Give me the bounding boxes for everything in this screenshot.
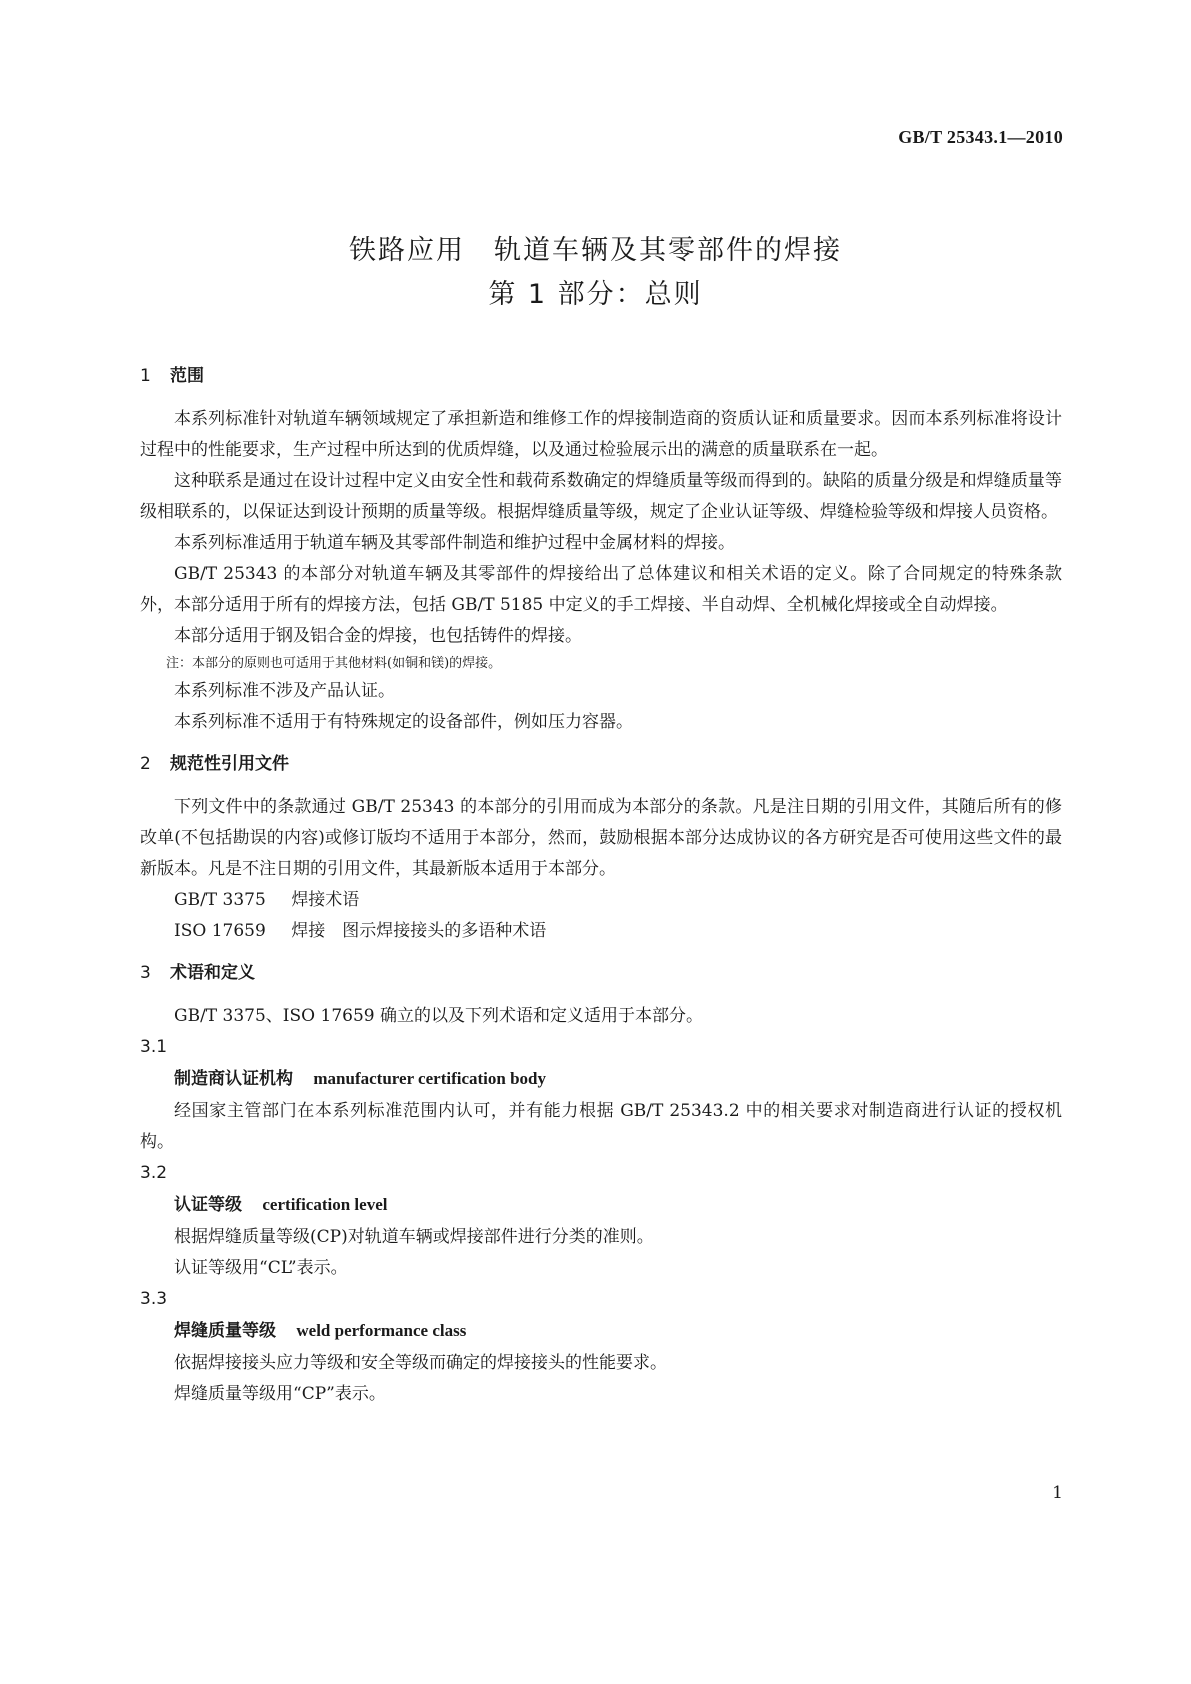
term-number: 3.1: [140, 1037, 168, 1057]
document-subtitle: 第 1 部分：总则: [488, 279, 703, 310]
term-heading: [140, 1188, 1062, 1222]
term-chinese: 认证等级: [174, 1195, 242, 1215]
term-number: 3.2: [140, 1163, 168, 1183]
reference-code: ISO 17659: [174, 921, 266, 941]
paragraph: 本系列标准适用于轨道车辆及其零部件制造和维护过程中金属材料的焊接。: [174, 533, 735, 553]
section-title: 规范性引用文件: [170, 754, 289, 774]
reference-title: 焊接 图示焊接接头的多语种术语: [291, 921, 547, 941]
page-number: 1: [1052, 1483, 1063, 1503]
term-number: 3.3: [140, 1289, 168, 1309]
note: 注：本部分的原则也可适用于其他材料(如铜和镁)的焊接。: [166, 656, 502, 671]
term-definition: 依据焊接接头应力等级和安全等级而确定的焊接接头的性能要求。: [174, 1353, 667, 1373]
paragraph: 本系列标准不涉及产品认证。: [174, 681, 395, 701]
document-body: [140, 362, 1062, 1410]
section-number: 2: [140, 754, 151, 774]
section-number: 3: [140, 963, 151, 983]
section-title: 范围: [170, 366, 204, 386]
term-abbreviation: 焊缝质量等级用“CP”表示。: [174, 1384, 386, 1404]
term-definition: 经国家主管部门在本系列标准范围内认可，并有能力根据 GB/T 25343.2 中的相关要求对制造商进行认证的授权机构。: [140, 1101, 1062, 1152]
section-heading-scope: [140, 362, 1062, 390]
reference-code: GB/T 3375: [174, 890, 266, 910]
term-definition: 根据焊缝质量等级(CP)对轨道车辆或焊接部件进行分类的准则。: [174, 1227, 654, 1247]
paragraph: 下列文件中的条款通过 GB/T 25343 的本部分的引用而成为本部分的条款。凡是注日期的引用文件，其随后所有的修改单(不包括勘误的内容)或修订版均不适用于本部分，然而，鼓励根据本部分达成协议的各方研究是否可使用这些文件的最新版本。凡是不注日期的引用文件，其最新版本适用于本部分。: [140, 797, 1062, 879]
paragraph: 本部分适用于钢及铝合金的焊接，也包括铸件的焊接。: [174, 626, 582, 646]
section-heading-terms-and-definitions: [140, 959, 1062, 987]
paragraph: 本系列标准针对轨道车辆领域规定了承担新造和维修工作的焊接制造商的资质认证和质量要求。因而本系列标准将设计过程中的性能要求，生产过程中所达到的优质焊缝，以及通过检验展示出的满意的质量联系在一起。: [140, 409, 1062, 460]
term-english: manufacturer certification body: [313, 1069, 547, 1088]
term-heading: [140, 1062, 1062, 1096]
document-title: 铁路应用 轨道车辆及其零部件的焊接: [349, 235, 842, 266]
reference-item: [140, 916, 1062, 947]
section-number: 1: [140, 366, 151, 386]
section-title: 术语和定义: [170, 963, 255, 983]
section-heading-normative-references: [140, 750, 1062, 778]
reference-title: 焊接术语: [291, 890, 360, 910]
paragraph: GB/T 25343 的本部分对轨道车辆及其零部件的焊接给出了总体建议和相关术语的定义。除了合同规定的特殊条款外，本部分适用于所有的焊接方法，包括 GB/T 5185 中定义的手工焊接、半自动焊、全机械化焊接或全自动焊接。: [140, 564, 1062, 615]
standard-code: GB/T 25343.1—2010: [898, 127, 1063, 147]
paragraph: 本系列标准不适用于有特殊规定的设备部件，例如压力容器。: [174, 712, 633, 732]
term-english: certification level: [262, 1195, 388, 1214]
term-chinese: 制造商认证机构: [174, 1069, 293, 1089]
paragraph: GB/T 3375、ISO 17659 确立的以及下列术语和定义适用于本部分。: [174, 1006, 703, 1026]
term-chinese: 焊缝质量等级: [174, 1321, 276, 1341]
reference-item: [140, 885, 1062, 916]
term-abbreviation: 认证等级用“CL”表示。: [174, 1258, 348, 1278]
term-heading: [140, 1314, 1062, 1348]
paragraph: 这种联系是通过在设计过程中定义由安全性和载荷系数确定的焊缝质量等级而得到的。缺陷的质量分级是和焊缝质量等级相联系的，以保证达到设计预期的质量等级。根据焊缝质量等级，规定了企业认证等级、焊缝检验等级和焊接人员资格。: [140, 471, 1062, 522]
term-english: weld performance class: [296, 1321, 467, 1340]
